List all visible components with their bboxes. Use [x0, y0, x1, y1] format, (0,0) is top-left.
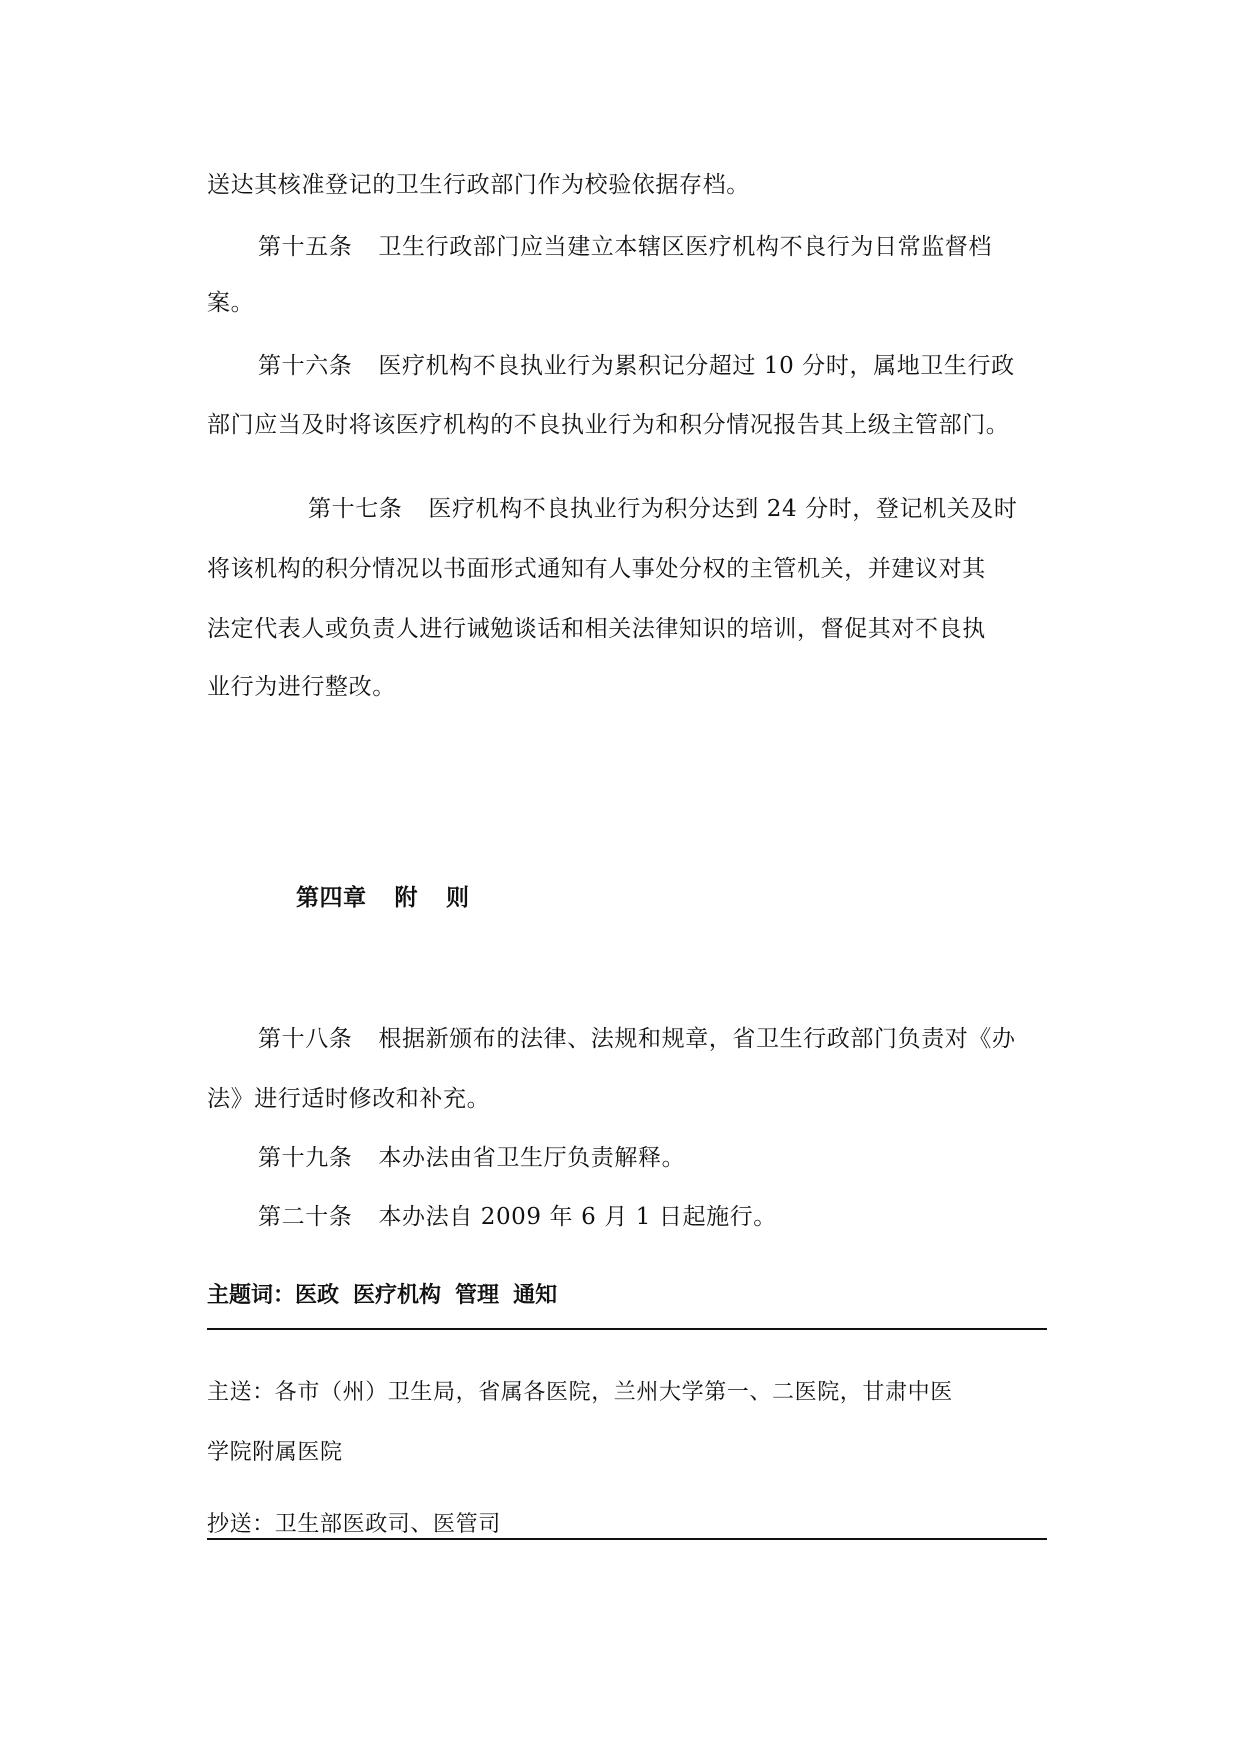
article-16-text: 医疗机构不良执业行为累积记分超过 10 分时，属地卫生行政	[378, 353, 1015, 379]
subject-label: 主题词：	[207, 1283, 296, 1308]
article-18-line-2: 法》进行适时修改和补充。	[207, 1086, 491, 1112]
article-17-line-3: 法定代表人或负责人进行诫勉谈话和相关法律知识的培训，督促其对不良执	[207, 616, 986, 642]
article-20-line	[258, 1202, 1047, 1232]
article-16-line-1	[258, 351, 1047, 381]
article-17-line-2: 将该机构的积分情况以书面形式通知有人事处分权的主管机关，并建议对其	[207, 556, 986, 582]
article-18-heading: 第十八条	[258, 1026, 353, 1052]
article-19-line	[258, 1143, 1047, 1173]
main-recipients-line-2: 学院附属医院	[207, 1440, 343, 1465]
subject-keyword: 管理	[455, 1283, 500, 1308]
article-16-line-2: 部门应当及时将该医疗机构的不良执业行为和积分情况报告其上级主管部门。	[207, 412, 1010, 438]
article-20-heading: 第二十条	[258, 1204, 353, 1230]
article-15-line-2: 案。	[207, 290, 255, 316]
divider-line	[207, 1538, 1047, 1540]
article-18-text: 根据新颁布的法律、法规和规章，省卫生行政部门负责对《办	[378, 1026, 1016, 1052]
chapter-title-1: 附	[394, 885, 418, 911]
paragraph-line: 送达其核准登记的卫生行政部门作为校验依据存档。	[207, 172, 750, 198]
article-15-line-1	[258, 232, 1047, 262]
chapter-number: 第四章	[296, 885, 367, 911]
article-17-line-1	[308, 494, 1047, 524]
article-19-heading: 第十九条	[258, 1145, 353, 1171]
copy-recipients: 抄送：卫生部医政司、医管司	[207, 1512, 501, 1537]
subject-keywords	[207, 1281, 571, 1311]
article-15-heading: 第十五条	[258, 234, 353, 260]
article-19-text: 本办法由省卫生厅负责解释。	[378, 1145, 686, 1171]
article-17-line-4: 业行为进行整改。	[207, 674, 396, 700]
chapter-heading	[296, 883, 470, 913]
chapter-title-2: 则	[446, 885, 470, 911]
article-16-heading: 第十六条	[258, 353, 353, 379]
article-17-heading: 第十七条	[308, 496, 403, 522]
subject-keyword: 医政	[295, 1283, 340, 1308]
article-17-text: 医疗机构不良执业行为积分达到 24 分时，登记机关及时	[428, 496, 1018, 522]
main-recipients-line-1: 主送：各市（州）卫生局，省属各医院，兰州大学第一、二医院，甘肃中医	[207, 1380, 953, 1405]
article-15-text: 卫生行政部门应当建立本辖区医疗机构不良行为日常监督档	[378, 234, 993, 260]
article-18-line-1	[258, 1024, 1047, 1054]
subject-keyword: 医疗机构	[353, 1283, 442, 1308]
subject-keyword: 通知	[513, 1283, 558, 1308]
divider-line	[207, 1328, 1047, 1330]
article-20-text: 本办法自 2009 年 6 月 1 日起施行。	[378, 1204, 777, 1230]
